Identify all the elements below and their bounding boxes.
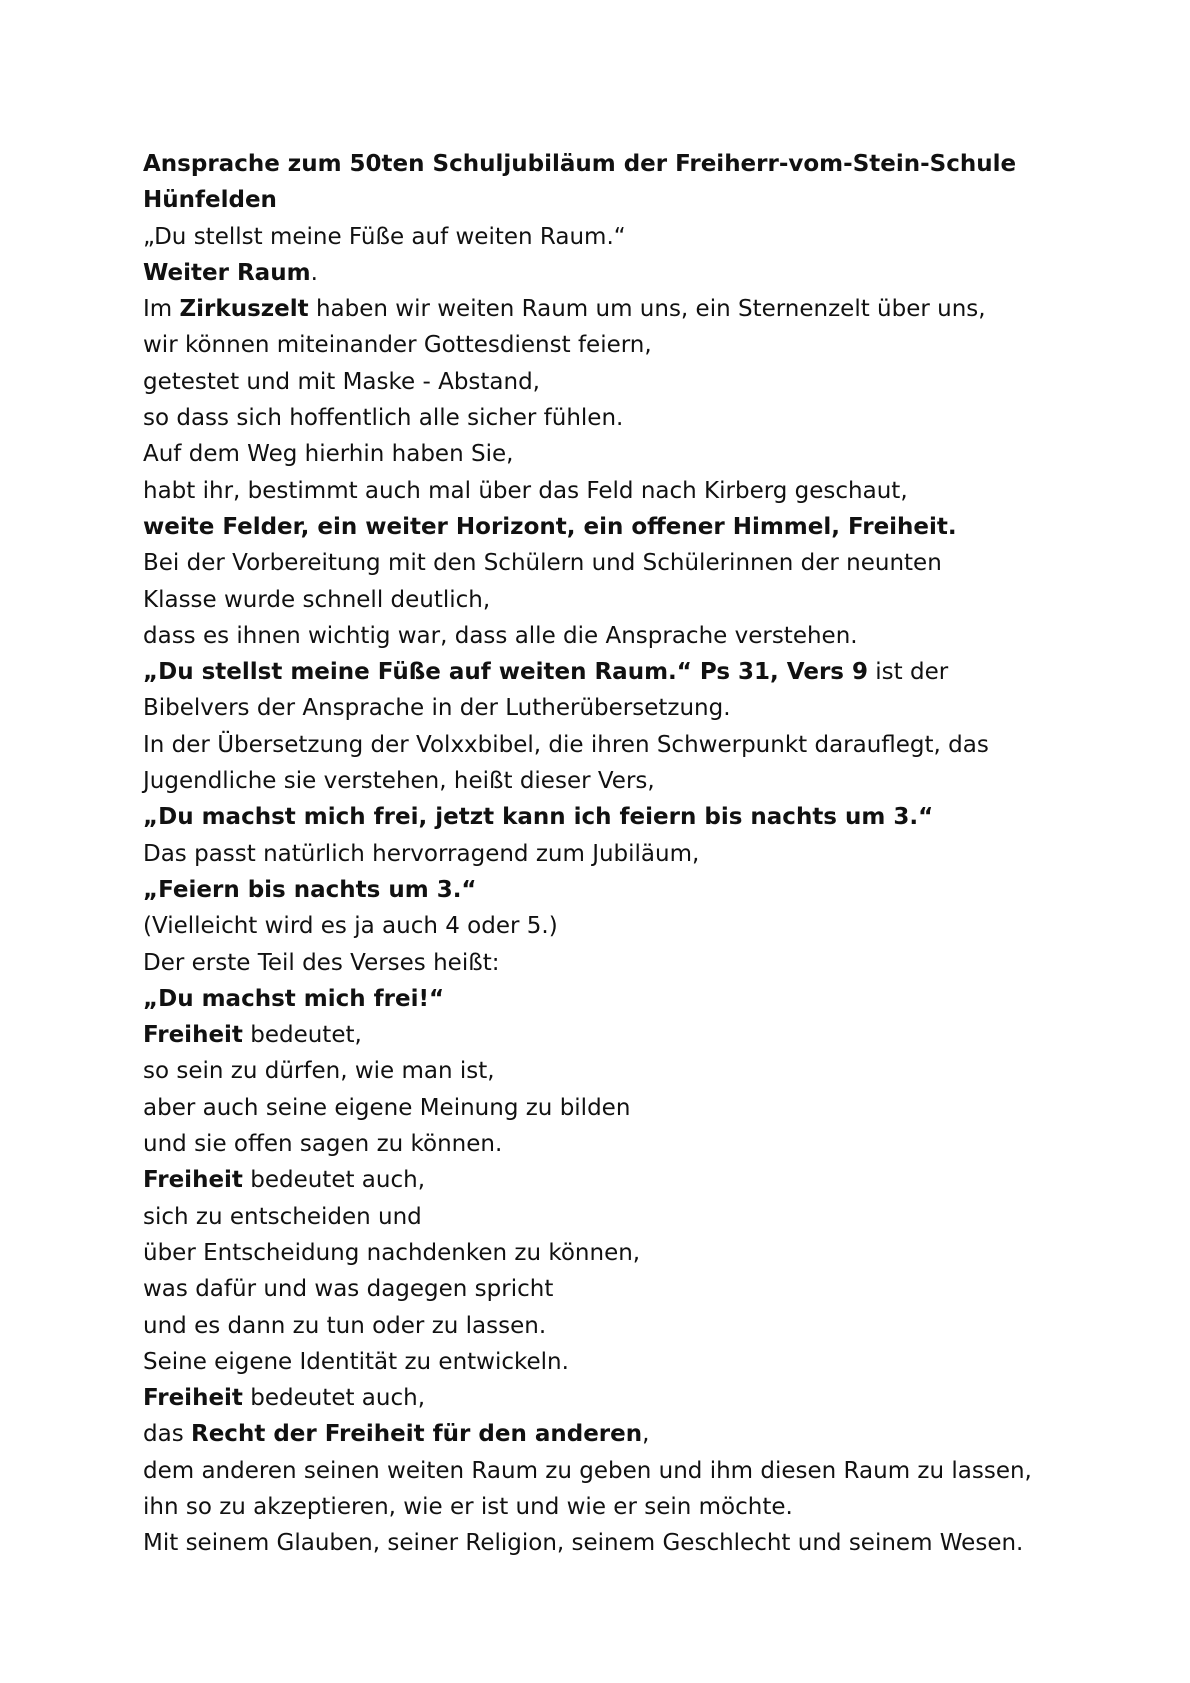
bold-text: Freiheit bbox=[143, 1385, 243, 1412]
text-segment: Seine eigene Identität zu entwickeln. bbox=[143, 1348, 569, 1375]
text-segment: Im bbox=[143, 296, 180, 323]
text-segment: habt ihr, bestimmt auch mal über das Feld nach Kirberg geschaut, bbox=[143, 477, 908, 504]
text-segment: so dass sich hoffentlich alle sicher fühlen. bbox=[143, 405, 624, 432]
text-segment: und sie offen sagen zu können. bbox=[143, 1131, 503, 1158]
text-segment: Das passt natürlich hervorragend zum Jubiläum, bbox=[143, 840, 700, 867]
text-line bbox=[143, 1017, 1103, 1053]
text-segment: das bbox=[143, 1421, 191, 1448]
text-line bbox=[143, 799, 1103, 835]
text-line bbox=[143, 872, 1103, 908]
text-segment: Jugendliche sie verstehen, heißt dieser Vers, bbox=[143, 768, 655, 795]
text-segment: getestet und mit Maske - Abstand, bbox=[143, 368, 540, 395]
text-line bbox=[143, 1090, 1103, 1126]
text-segment: Bei der Vorbereitung mit den Schülern und Schülerinnen der neunten bbox=[143, 550, 942, 577]
text-segment: ist der bbox=[867, 659, 949, 686]
text-segment: sich zu entscheiden und bbox=[143, 1203, 422, 1230]
text-segment: was dafür und was dagegen spricht bbox=[143, 1276, 554, 1303]
text-segment: aber auch seine eigene Meinung zu bilden bbox=[143, 1094, 631, 1121]
text-line bbox=[143, 1271, 1103, 1307]
text-segment: , bbox=[642, 1421, 650, 1448]
bold-text: Freiheit bbox=[143, 1022, 243, 1049]
text-segment: über Entscheidung nachdenken zu können, bbox=[143, 1239, 641, 1266]
text-line bbox=[143, 291, 1103, 327]
text-segment: Der erste Teil des Verses heißt: bbox=[143, 949, 500, 976]
text-segment: Klasse wurde schnell deutlich, bbox=[143, 586, 491, 613]
document-page bbox=[143, 146, 1103, 1562]
text-line bbox=[143, 1453, 1103, 1489]
text-line bbox=[143, 908, 1103, 944]
text-segment: dem anderen seinen weiten Raum zu geben und ihm diesen Raum zu lassen, bbox=[143, 1457, 1032, 1484]
text-line bbox=[143, 618, 1103, 654]
text-segment: (Vielleicht wird es ja auch 4 oder 5.) bbox=[143, 913, 558, 940]
text-line bbox=[143, 945, 1103, 981]
text-segment: so sein zu dürfen, wie man ist, bbox=[143, 1058, 495, 1085]
text-segment: In der Übersetzung der Volxxbibel, die ihren Schwerpunkt darauflegt, das bbox=[143, 731, 989, 758]
text-line bbox=[143, 836, 1103, 872]
text-line bbox=[143, 545, 1103, 581]
text-segment: Mit seinem Glauben, seiner Religion, seinem Geschlecht und seinem Wesen. bbox=[143, 1530, 1024, 1557]
bold-text: Freiheit bbox=[143, 1167, 243, 1194]
text-line bbox=[143, 1344, 1103, 1380]
text-line bbox=[143, 1308, 1103, 1344]
text-line bbox=[143, 255, 1103, 291]
text-line bbox=[143, 763, 1103, 799]
text-segment: „Du stellst meine Füße auf weiten Raum.“ bbox=[143, 223, 626, 250]
bold-text: „Du machst mich frei!“ bbox=[143, 985, 445, 1012]
text-line bbox=[143, 1380, 1103, 1416]
text-line bbox=[143, 327, 1103, 363]
bold-text: „Du machst mich frei, jetzt kann ich feiern bis nachts um 3.“ bbox=[143, 804, 934, 831]
text-line bbox=[143, 364, 1103, 400]
text-line bbox=[143, 1525, 1103, 1561]
text-segment: dass es ihnen wichtig war, dass alle die Ansprache verstehen. bbox=[143, 622, 858, 649]
text-line bbox=[143, 1162, 1103, 1198]
text-line bbox=[143, 400, 1103, 436]
text-segment: bedeutet auch, bbox=[242, 1167, 426, 1194]
text-line bbox=[143, 1235, 1103, 1271]
text-line bbox=[143, 727, 1103, 763]
text-segment: wir können miteinander Gottesdienst feiern, bbox=[143, 332, 652, 359]
text-line bbox=[143, 1053, 1103, 1089]
text-segment: ihn so zu akzeptieren, wie er ist und wie er sein möchte. bbox=[143, 1493, 793, 1520]
text-segment: haben wir weiten Raum um uns, ein Sternenzelt über uns, bbox=[308, 296, 986, 323]
text-line bbox=[143, 981, 1103, 1017]
bold-text: „Feiern bis nachts um 3.“ bbox=[143, 876, 477, 903]
text-line bbox=[143, 509, 1103, 545]
bold-text: Zirkuszelt bbox=[179, 296, 309, 323]
text-line bbox=[143, 654, 1103, 690]
text-segment: Bibelvers der Ansprache in der Lutherübersetzung. bbox=[143, 695, 731, 722]
text-line bbox=[143, 1416, 1103, 1452]
text-line bbox=[143, 436, 1103, 472]
document-title-line-1: Ansprache zum 50ten Schuljubiläum der Freiherr-vom-Stein-Schule bbox=[143, 151, 1017, 177]
text-segment: Auf dem Weg hierhin haben Sie, bbox=[143, 441, 514, 468]
text-segment: bedeutet, bbox=[242, 1022, 362, 1049]
bold-text: Recht der Freiheit für den anderen bbox=[191, 1421, 643, 1448]
text-line bbox=[143, 1489, 1103, 1525]
text-line bbox=[143, 219, 1103, 255]
bold-text: weite Felder, ein weiter Horizont, ein offener Himmel, Freiheit. bbox=[143, 513, 957, 540]
text-line bbox=[143, 1199, 1103, 1235]
text-line bbox=[143, 473, 1103, 509]
text-segment: . bbox=[310, 259, 318, 286]
document-title-line-2: Hünfelden bbox=[143, 187, 277, 214]
bold-text: Weiter Raum bbox=[143, 259, 311, 286]
text-segment: und es dann zu tun oder zu lassen. bbox=[143, 1312, 547, 1339]
text-line bbox=[143, 582, 1103, 618]
text-line bbox=[143, 690, 1103, 726]
bold-text: „Du stellst meine Füße auf weiten Raum.“ Ps 31, Vers 9 bbox=[143, 659, 868, 686]
text-line bbox=[143, 1126, 1103, 1162]
document-body bbox=[143, 219, 1103, 1562]
text-segment: bedeutet auch, bbox=[242, 1385, 426, 1412]
